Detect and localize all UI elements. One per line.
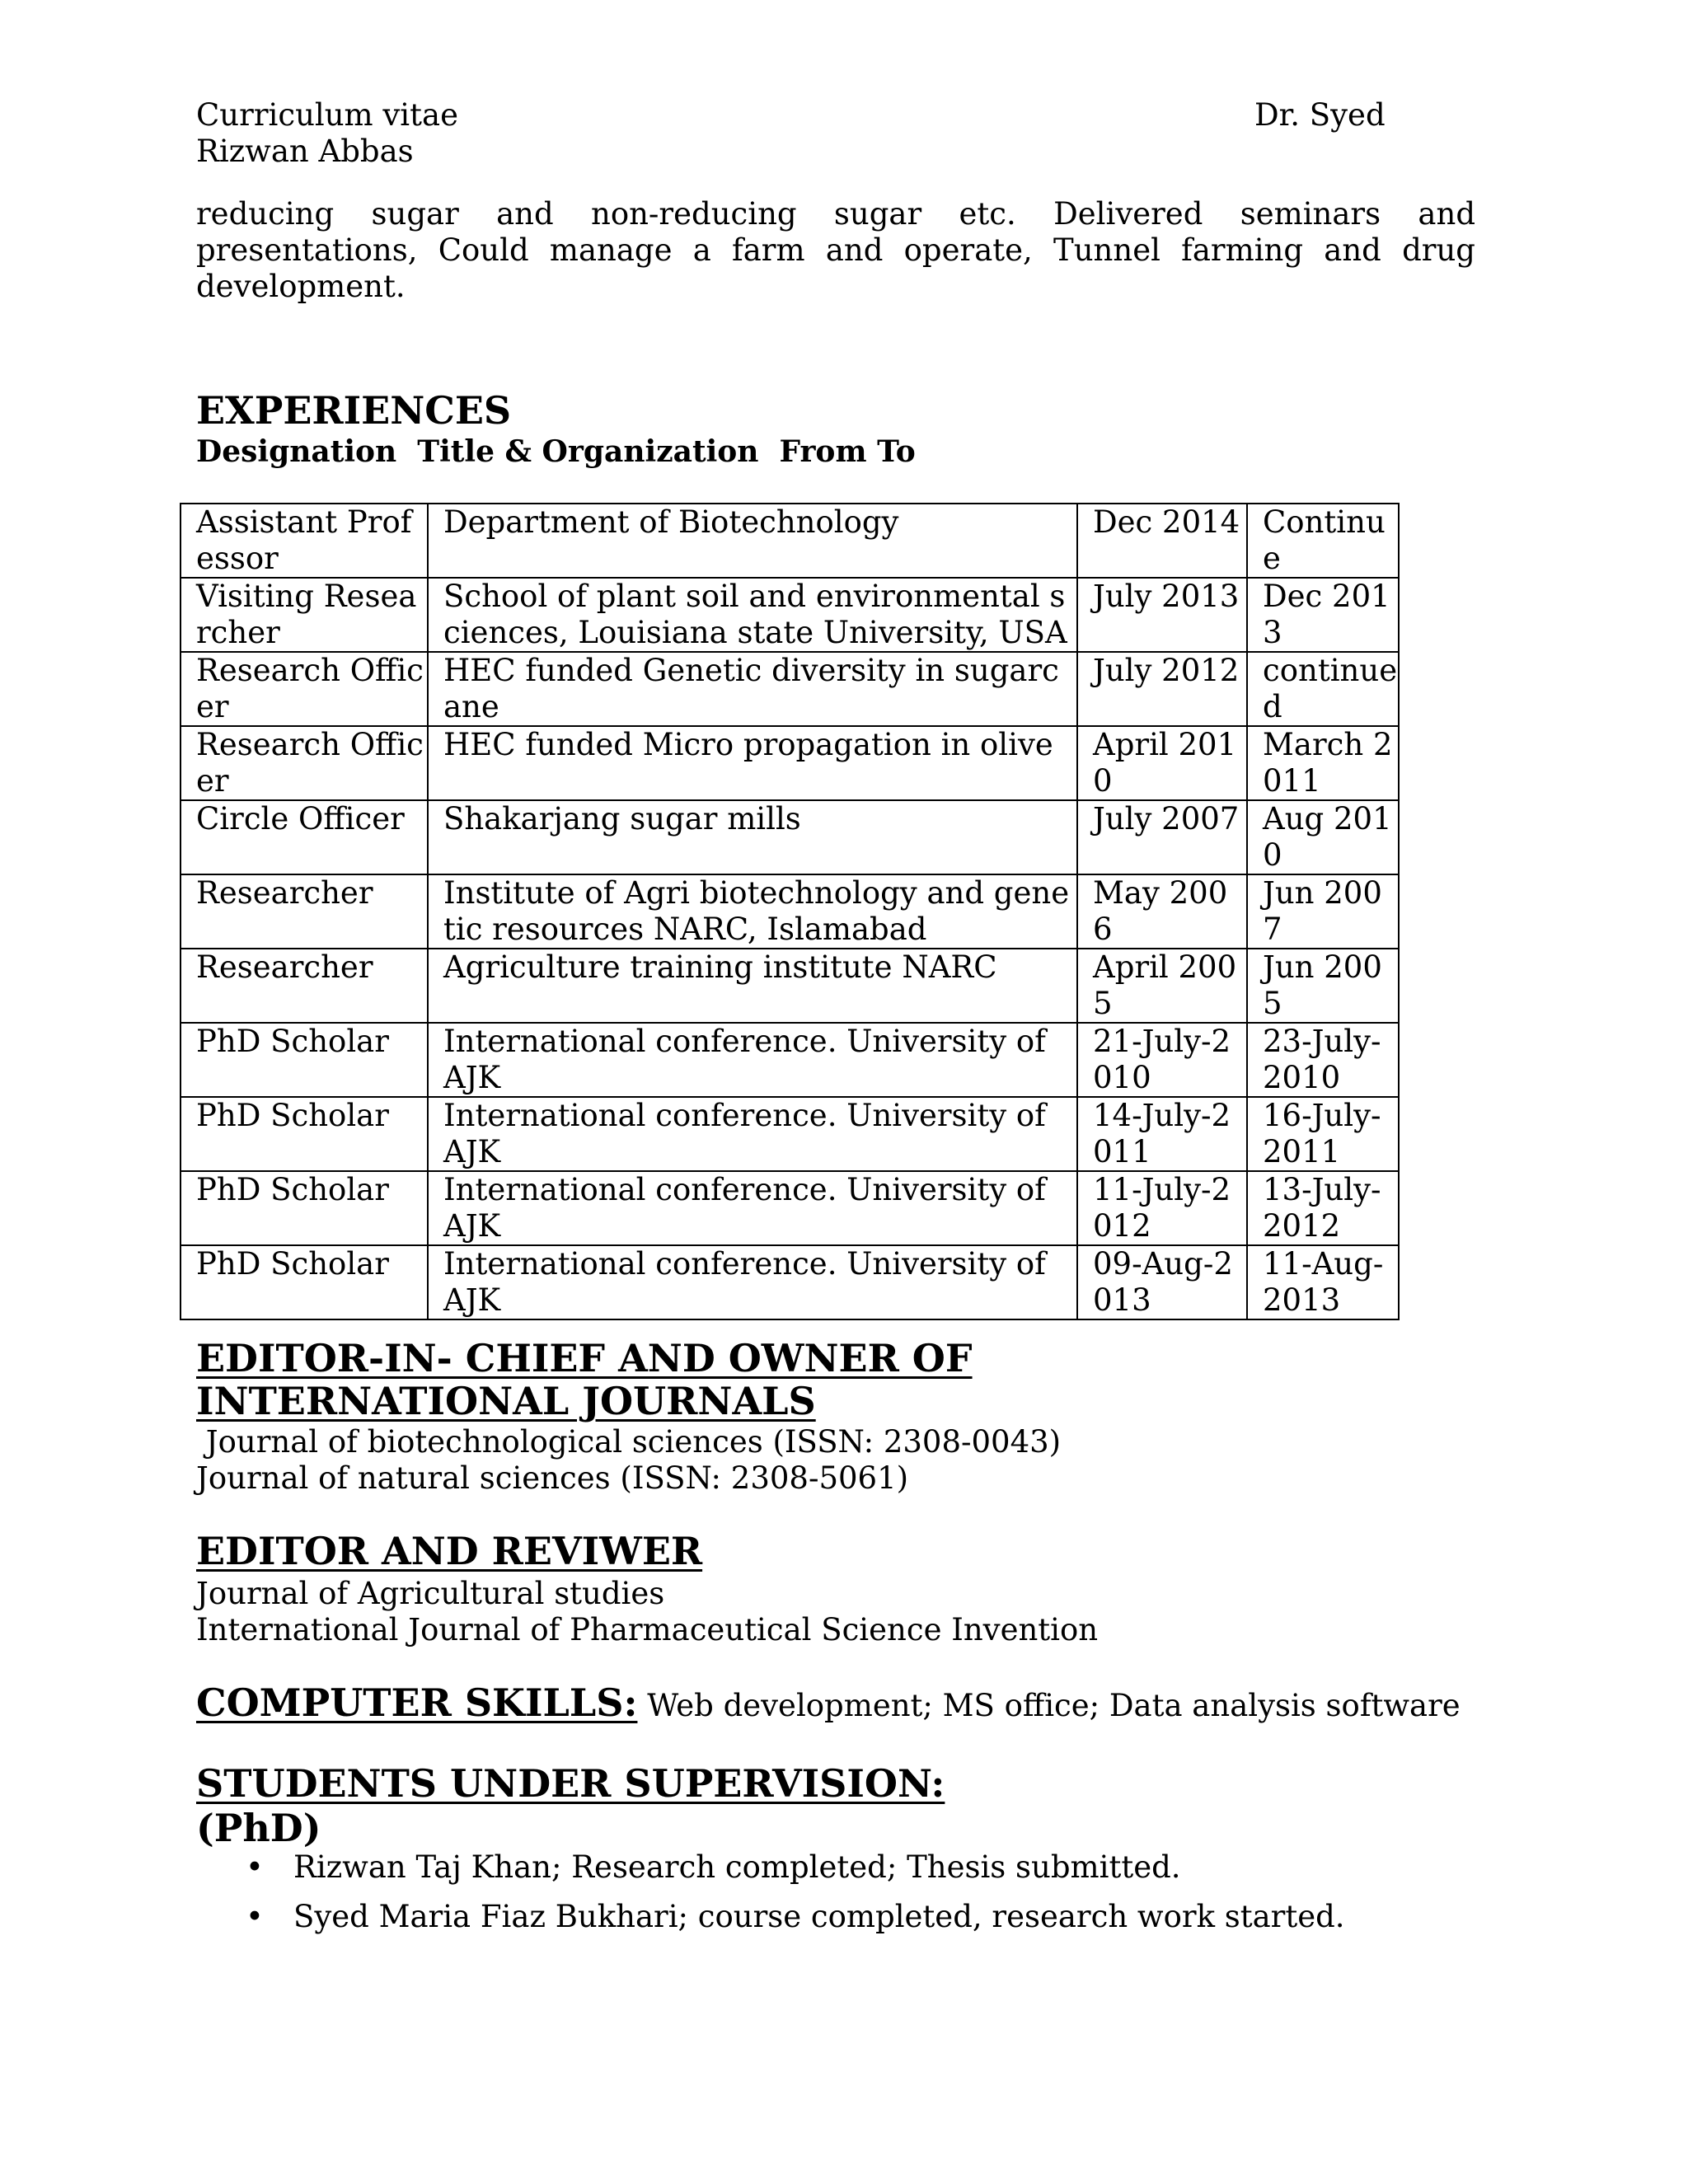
- cell-to: Jun 2007: [1247, 874, 1399, 949]
- computer-skills-text: Web development; MS office; Data analysis software: [637, 1688, 1461, 1723]
- cell-designation: Researcher: [181, 874, 428, 949]
- students-list: [196, 1849, 1345, 1948]
- journal-item: International Journal of Pharmaceutical Science Invention: [196, 1612, 1099, 1647]
- cell-to: 13-July-2012: [1247, 1171, 1399, 1245]
- cell-to: 23-July-2010: [1247, 1023, 1399, 1097]
- editor-reviewer-heading: EDITOR AND REVIWER: [196, 1529, 703, 1573]
- cell-to: continued: [1247, 652, 1399, 726]
- cell-from: April 2010: [1077, 726, 1247, 800]
- cell-designation: Assistant Professor: [181, 504, 428, 578]
- computer-skills: [196, 1681, 1461, 1724]
- cell-organization: School of plant soil and environmental sciences, Louisiana state University, USA: [428, 578, 1077, 652]
- student-entry: Syed Maria Fiaz Bukhari; course completed, research work started.: [293, 1899, 1345, 1934]
- cell-organization: HEC funded Micro propagation in olive: [428, 726, 1077, 800]
- table-row: [181, 1245, 1399, 1319]
- list-item: [196, 1849, 1345, 1886]
- cell-to: Aug 2010: [1247, 800, 1399, 874]
- cell-organization: HEC funded Genetic diversity in sugarcane: [428, 652, 1077, 726]
- bullet-icon: •: [246, 1849, 264, 1885]
- student-entry: Rizwan Taj Khan; Research completed; Thesis submitted.: [293, 1849, 1181, 1885]
- table-row: [181, 504, 1399, 578]
- bullet-icon: •: [246, 1899, 264, 1934]
- header-left: [196, 97, 1383, 170]
- cell-to: Jun 2005: [1247, 949, 1399, 1023]
- cell-organization: Institute of Agri biotechnology and genetic resources NARC, Islamabad: [428, 874, 1077, 949]
- cell-designation: Research Officer: [181, 726, 428, 800]
- computer-skills-heading: COMPUTER SKILLS:: [196, 1680, 638, 1725]
- header-name-cont: Rizwan Abbas: [196, 134, 414, 169]
- cell-from: July 2013: [1077, 578, 1247, 652]
- journal-item: Journal of natural sciences (ISSN: 2308-5061): [196, 1460, 909, 1496]
- cell-organization: Department of Biotechnology: [428, 504, 1077, 578]
- journal-item: Journal of Agricultural studies: [196, 1576, 665, 1611]
- table-row: [181, 652, 1399, 726]
- cell-designation: Circle Officer: [181, 800, 428, 874]
- table-row: [181, 1171, 1399, 1245]
- experiences-subheading: Designation Title & Organization From To: [196, 434, 916, 469]
- editor-in-chief-heading: EDITOR-IN- CHIEF AND OWNER OF INTERNATIONAL JOURNALS: [196, 1336, 973, 1423]
- cell-organization: International conference. University of AJK: [428, 1245, 1077, 1319]
- cell-organization: Shakarjang sugar mills: [428, 800, 1077, 874]
- experience-table: [180, 503, 1400, 1320]
- cell-from: July 2012: [1077, 652, 1247, 726]
- cell-organization: International conference. University of AJK: [428, 1023, 1077, 1097]
- students-heading: STUDENTS UNDER SUPERVISION:: [196, 1761, 945, 1806]
- table-row: [181, 874, 1399, 949]
- header-doc-title: Curriculum vitae: [196, 97, 458, 133]
- cell-designation: PhD Scholar: [181, 1097, 428, 1171]
- intro-paragraph: reducing sugar and non-reducing sugar etc. Delivered seminars and presentations, Could manage a farm and operate, Tunnel farming and drug development.: [196, 196, 1475, 304]
- cell-from: July 2007: [1077, 800, 1247, 874]
- list-item: [196, 1899, 1345, 1935]
- cell-designation: PhD Scholar: [181, 1023, 428, 1097]
- cell-from: 09-Aug-2013: [1077, 1245, 1247, 1319]
- header-name: Dr. Syed: [1254, 97, 1386, 133]
- students-level: (PhD): [196, 1806, 321, 1850]
- cell-organization: Agriculture training institute NARC: [428, 949, 1077, 1023]
- table-row: [181, 1097, 1399, 1171]
- cell-designation: Visiting Researcher: [181, 578, 428, 652]
- experiences-heading: EXPERIENCES: [196, 388, 512, 433]
- cell-from: April 2005: [1077, 949, 1247, 1023]
- table-row: [181, 578, 1399, 652]
- cell-from: 21-July-2010: [1077, 1023, 1247, 1097]
- table-row: [181, 726, 1399, 800]
- cell-designation: PhD Scholar: [181, 1171, 428, 1245]
- cell-organization: International conference. University of AJK: [428, 1097, 1077, 1171]
- editor-reviewer-journals: [196, 1576, 1098, 1648]
- cell-from: 14-July-2011: [1077, 1097, 1247, 1171]
- editor-in-chief-journals: [196, 1424, 1061, 1497]
- cell-from: 11-July-2012: [1077, 1171, 1247, 1245]
- cell-to: 11-Aug-2013: [1247, 1245, 1399, 1319]
- cell-to: Continue: [1247, 504, 1399, 578]
- cell-to: 16-July-2011: [1247, 1097, 1399, 1171]
- journal-item: Journal of biotechnological sciences (ISSN: 2308-0043): [196, 1424, 1062, 1460]
- cell-designation: Researcher: [181, 949, 428, 1023]
- cell-to: Dec 2013: [1247, 578, 1399, 652]
- cell-designation: Research Officer: [181, 652, 428, 726]
- cell-from: May 2006: [1077, 874, 1247, 949]
- cell-from: Dec 2014: [1077, 504, 1247, 578]
- cell-organization: International conference. University of AJK: [428, 1171, 1077, 1245]
- table-row: [181, 800, 1399, 874]
- cell-to: March 2011: [1247, 726, 1399, 800]
- cell-designation: PhD Scholar: [181, 1245, 428, 1319]
- table-row: [181, 949, 1399, 1023]
- table-row: [181, 1023, 1399, 1097]
